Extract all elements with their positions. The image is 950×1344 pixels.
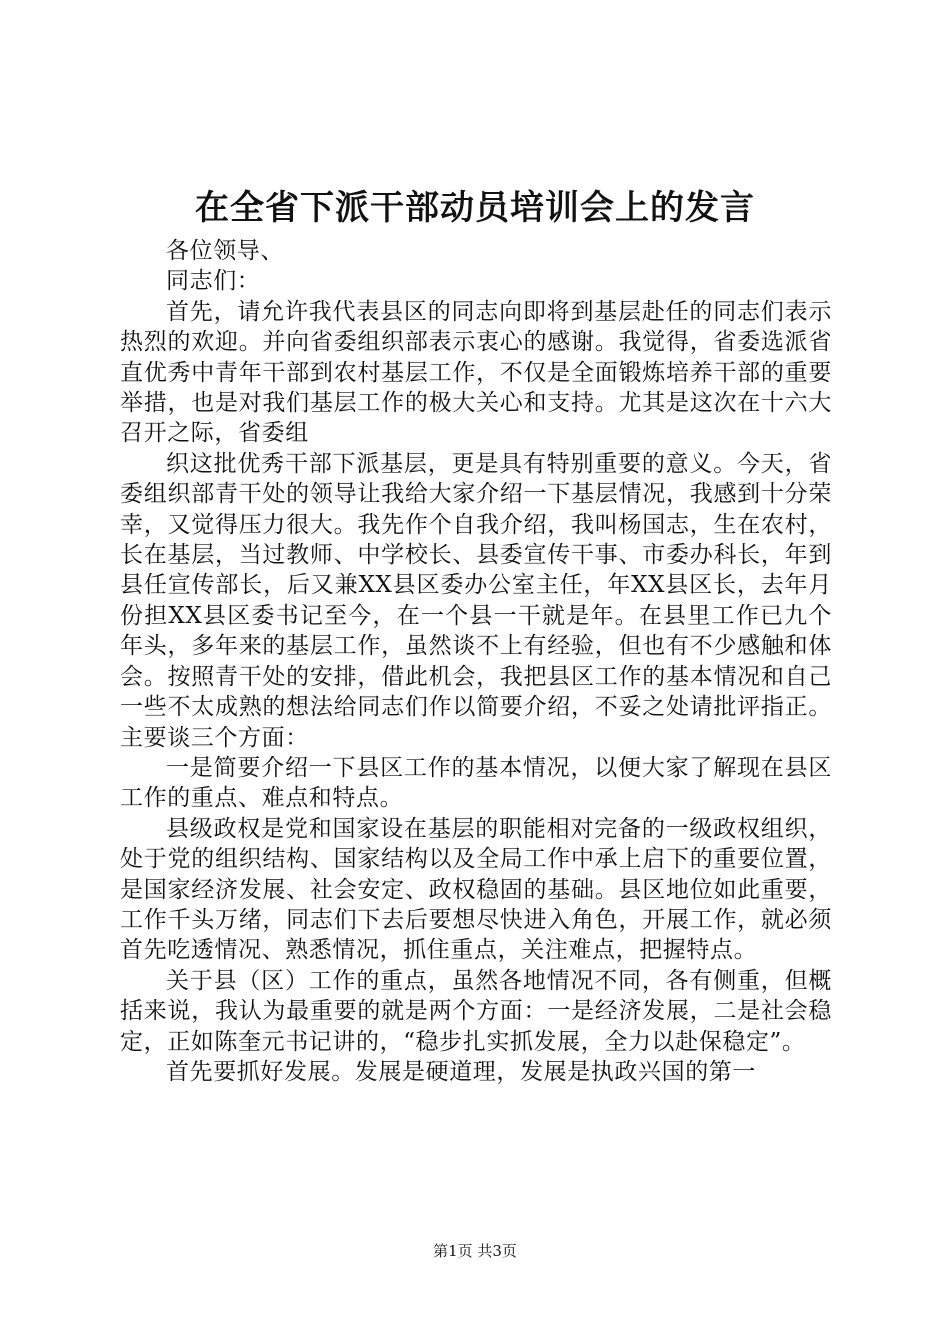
- salutation-line: 各位领导、: [166, 238, 284, 264]
- document-body: [120, 236, 832, 1087]
- body-paragraph: 关于县（区）工作的重点，虽然各地情况不同，各有侧重，但概括来说，我认为最重要的就是两个方面：一是经济发展，二是社会稳定，正如陈奎元书记讲的，“稳步扎实抓发展，全力以赴保稳定”。: [120, 967, 832, 1055]
- body-paragraph: 一是简要介绍一下县区工作的基本情况，以便大家了解现在县区工作的重点、难点和特点。: [120, 754, 832, 812]
- salutation-line: 同志们：: [166, 268, 261, 295]
- body-paragraph: 首先，请允许我代表县区的同志向即将到基层赴任的同志们表示热烈的欢迎。并向省委组织部表示衷心的感谢。我觉得，省委选派省直优秀中青年干部到农村基层工作，不仅是全面锻炼培养干部的重要举措，也是对我们基层工作的极大关心和支持。尤其是这次在十六大召开之际，省委组: [120, 298, 832, 447]
- document-title: 在全省下派干部动员培训会上的发言: [195, 188, 755, 228]
- page-number-footer: 第1页 共3页: [433, 1242, 517, 1260]
- body-paragraph: 县级政权是党和国家设在基层的职能相对完备的一级政权组织，处于党的组织结构、国家结构以及全局工作中承上启下的重要位置，是国家经济发展、社会安定、政权稳固的基础。县区地位如此重要，工作千头万绪，同志们下去后要想尽快进入角色，开展工作，就必须首先吃透情况、熟悉情况，抓住重点，关注难点，把握特点。: [120, 815, 832, 964]
- body-paragraph: 织这批优秀干部下派基层，更是具有特别重要的意义。今天，省委组织部青干处的领导让我给大家介绍一下基层情况，我感到十分荣幸，又觉得压力很大。我先作个自我介绍，我叫杨国志，生在农村，长在基层，当过教师、中学校长、县委宣传干事、市委办科长，年到县任宣传部长，后又兼XX县区委办公室主任，年XX县区长，去年月份担XX县区委书记至今，在一个县一干就是年。在县里工作已九个年头，多年来的基层工作，虽然谈不上有经验，但也有不少感触和体会。按照青干处的安排，借此机会，我把县区工作的基本情况和自己一些不太成熟的想法给同志们作以简要介绍，不妥之处请批评指正。主要谈三个方面：: [120, 450, 832, 751]
- body-paragraph: 首先要抓好发展。发展是硬道理，发展是执政兴国的第一: [166, 1058, 756, 1085]
